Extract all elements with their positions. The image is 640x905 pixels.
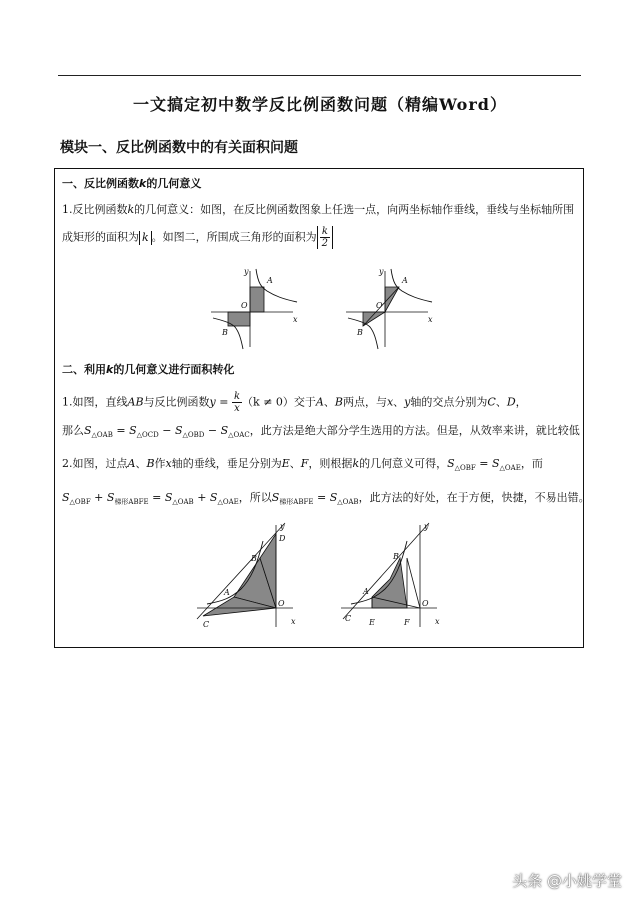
figure-oab-subtraction <box>193 521 303 631</box>
figure-triangle-area <box>340 265 440 351</box>
section2-para2: 那么$S_{\triangle OAB} = S_{\triangle OCD} - S_{\triangle OBD} - S_{\triangle OAC}$，此方法是绝大部分学生选用的方法。但是，从效率来讲，就比较低 <box>62 424 580 439</box>
fig3-B-label: B <box>251 554 257 563</box>
fig4-E-label: E <box>369 618 375 627</box>
content-box <box>54 168 590 648</box>
fig3-y-label: y <box>280 522 285 531</box>
fig3-D-label: D <box>279 534 286 543</box>
section2-heading: 二、利用k的几何意义进行面积转化 <box>62 363 235 376</box>
fig1-O-label: O <box>241 301 248 310</box>
fig4-F-label: F <box>404 618 410 627</box>
section2-para3: 2.如图，过点A、B作x轴的垂线，垂足分别为E、F，则根据k的几何意义可得，$S_{\triangle OBF} = S_{\triangle OAE}$，而 <box>62 457 543 472</box>
document-title: 一文搞定初中数学反比例函数问题（精编Word） <box>133 95 507 114</box>
fig3-O-label: O <box>278 599 285 608</box>
fig4-B-label: B <box>393 552 399 561</box>
header-rule <box>58 75 581 76</box>
fig3-x-label: x <box>291 617 296 626</box>
figure-trapezoid-transform <box>337 521 447 631</box>
fig1-B-label: B <box>222 328 228 337</box>
section1-para1: 1.反比例函数k的几何意义：如图，在反比例函数图象上任选一点，向两坐标轴作垂线，垂线与坐标轴所围 <box>62 203 575 216</box>
fig2-A-label: A <box>402 276 408 285</box>
fig4-C-label: C <box>345 614 352 623</box>
fig2-x-label: x <box>428 315 433 324</box>
fig4-A-label: A <box>363 587 369 596</box>
fig3-A-label: A <box>224 588 230 597</box>
fig2-y-label: y <box>379 267 384 276</box>
figure-rectangle-area <box>205 265 305 351</box>
fig4-O-label: O <box>422 599 429 608</box>
fig1-A-label: A <box>267 276 273 285</box>
section2-para4: $S_{\triangle OBF} + S_{梯形ABFE} = S_{\triangle OAB} + S_{\triangle OAE}$，所以$S_{梯形ABFE} = S_{\triangle OAB}$，此方法的好处，在于方便，快捷，不易出错。 <box>62 491 590 506</box>
section1-para2: 成矩形的面积为 k 。如图二，所围成三角形的面积为 $\frac{k}{2}$ <box>62 226 333 249</box>
section2-para1: 1.如图，直线AB与反比例函数y = $\frac{k}{x}$ （k ≠ 0）交于A、B两点，与x、y轴的交点分别为C、D， <box>62 391 527 414</box>
fig2-B-label: B <box>357 328 363 337</box>
watermark: 头条 @小姚学堂 <box>512 872 622 890</box>
fig4-y-label: y <box>424 522 429 531</box>
module-title: 模块一、反比例函数中的有关面积问题 <box>60 140 298 156</box>
fig3-C-label: C <box>203 620 210 629</box>
section1-heading: 一、反比例函数k的几何意义 <box>62 177 202 190</box>
fig1-y-label: y <box>244 267 249 276</box>
fig1-x-label: x <box>293 315 298 324</box>
fig2-O-label: O <box>376 301 383 310</box>
fig4-x-label: x <box>435 617 440 626</box>
